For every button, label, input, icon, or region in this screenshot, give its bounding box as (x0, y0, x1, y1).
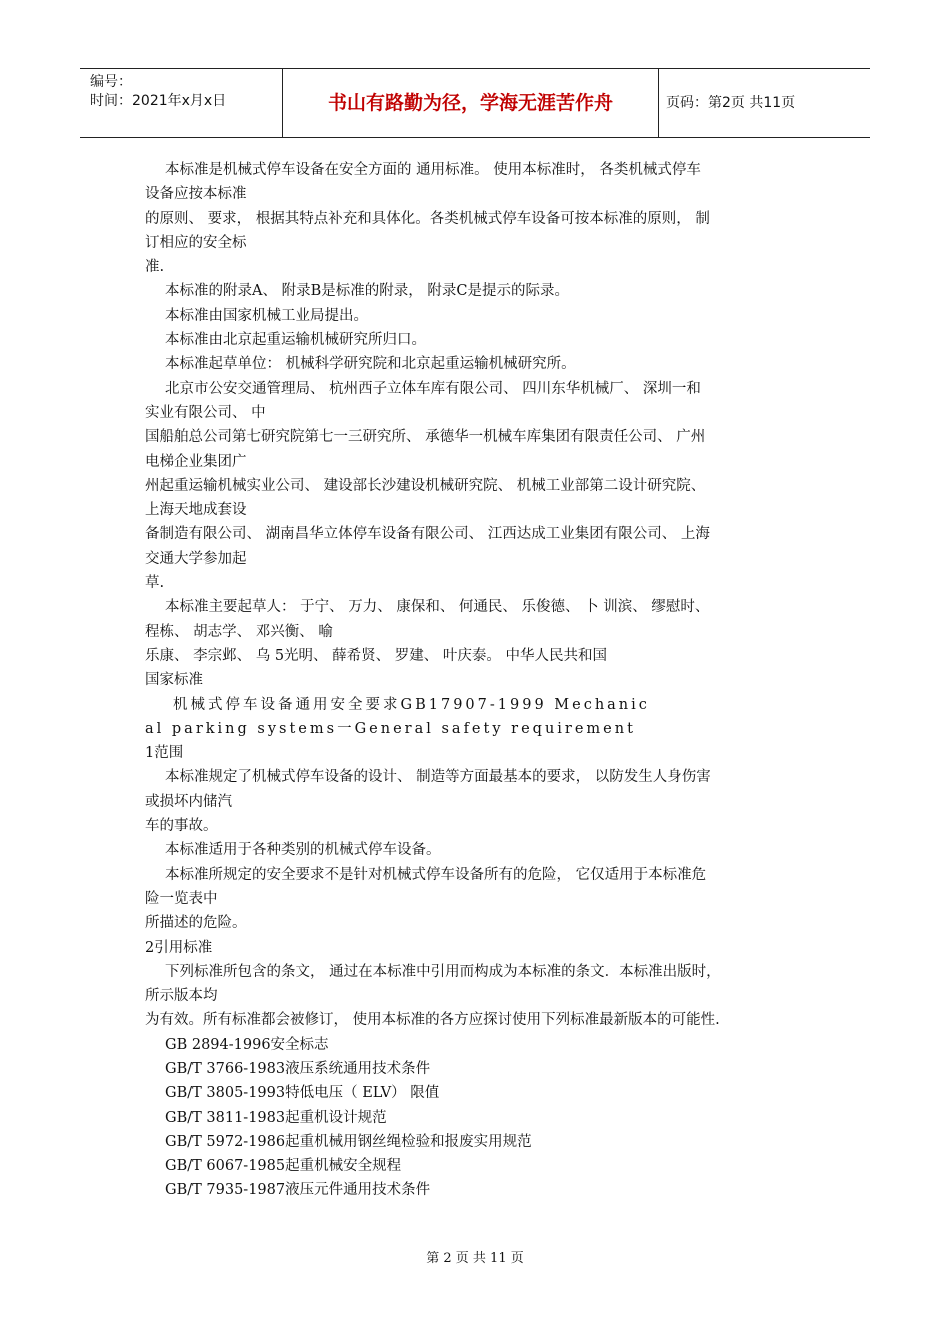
body-line: 本标准规定了机械式停车设备的设计、 制造等方面最基本的要求， 以防发生人身伤害 (165, 769, 711, 786)
body-line: 或损坏内储汽 (145, 793, 232, 810)
section-heading: 2引用标准 (145, 939, 213, 956)
body-line: 乐康、 李宗邺、 乌 5光明、 薛希贤、 罗建、 叶庆泰。 中华人民共和国 (145, 647, 607, 664)
body-line: 实业有限公司、 中 (145, 404, 266, 421)
body-line: 本标准适用于各种类别的机械式停车设备。 (165, 842, 441, 859)
reference-item: GB/T 6067-1985起重机械安全规程 (165, 1158, 402, 1175)
header-meta (80, 69, 283, 137)
header-motto: 书山有路勤为径，学海无涯苦作舟 (283, 69, 659, 137)
body-line: 下列标准所包含的条文， 通过在本标准中引用而构成为本标准的条文．本标准出版时， (165, 963, 721, 980)
body-line: 本标准的附录A、 附录B是标准的附录， 附录C是提示的际录。 (165, 283, 569, 300)
body-line: 为有效。所有标准都会被修订， 使用本标准的各方应探讨使用下列标准最新版本的可能性. (145, 1012, 720, 1029)
body-line: 本标准是机械式停车设备在安全方面的 通用标准。 使用本标准时， 各类机械式停车 (165, 162, 701, 178)
body-line: 所描述的危险。 (145, 915, 247, 932)
page-header (80, 68, 870, 138)
page-footer: 第 2 页 共 11 页 (426, 1251, 524, 1266)
body-line: 本标准由北京起重运输机械研究所归口。 (165, 332, 426, 349)
reference-item: GB 2894-1996安全标志 (165, 1036, 329, 1053)
body-line: 国家标准 (145, 672, 203, 689)
body-line: 车的事故。 (145, 818, 218, 835)
section-heading: 1范围 (145, 745, 184, 762)
document-number-label: 编号： (90, 74, 132, 90)
body-line: 险一览表中 (145, 890, 218, 907)
body-line: 草. (145, 575, 165, 592)
header-page-number: 页码：第2页 共11页 (666, 95, 796, 111)
body-line: 本标准所规定的安全要求不是针对机械式停车设备所有的危险， 它仅适用于本标准危 (165, 866, 707, 883)
body-line: 订相应的安全标 (145, 234, 247, 251)
body-line: 程栋、 胡志学、 邓兴衡、 喻 (145, 623, 333, 640)
body-line: 备制造有限公司、 湖南昌华立体停车设备有限公司、 江西达成工业集团有限公司、 上海 (145, 526, 710, 543)
body-line: 本标准主要起草人： 于宁、 万力、 康保和、 何通民、 乐俊德、 卜 训滨、 缪慰时、 (165, 599, 710, 616)
body-line: 北京市公安交通管理局、 杭州西子立体车库有限公司、 四川东华机械厂、 深圳一和 (165, 380, 701, 397)
body-line: 准. (145, 259, 165, 276)
document-body (145, 158, 815, 1203)
body-line: 的原则、 要求， 根据其特点补充和具体化。各类机械式停车设备可按本标准的原则， 制 (145, 210, 710, 227)
body-line: 本标准起草单位： 机械科学研究院和北京起重运输机械研究所。 (165, 356, 576, 373)
reference-item: GB/T 3766-1983液压系统通用技术条件 (165, 1060, 431, 1077)
standard-title-line: al parking systems一General safety requirement (145, 720, 636, 737)
body-line: 本标准由国家机械工业局提出。 (165, 307, 368, 324)
reference-item: GB/T 7935-1987液压元件通用技术条件 (165, 1182, 431, 1199)
body-line: 电梯企业集团广 (145, 453, 247, 470)
body-line: 交通大学参加起 (145, 550, 247, 567)
body-line: 州起重运输机械实业公司、 建设部长沙建设机械研究院、 机械工业部第二设计研究院、 (145, 477, 706, 494)
standard-title-line: 机械式停车设备通用安全要求GB17907-1999 Mechanic (173, 696, 650, 713)
body-line: 国船舶总公司第七研究院第七一三研究所、 承德华一机械车库集团有限责任公司、 广州 (145, 429, 706, 446)
reference-item: GB/T 3805-1993特低电压（ ELV） 限值 (165, 1085, 440, 1102)
reference-item: GB/T 3811-1983起重机设计规范 (165, 1109, 387, 1126)
reference-item: GB/T 5972-1986起重机械用钢丝绳检验和报废实用规范 (165, 1133, 532, 1150)
document-date-label: 时间：2021年x月x日 (90, 93, 227, 109)
body-line: 设备应按本标准 (145, 186, 247, 203)
body-line: 所示版本均 (145, 988, 218, 1005)
body-line: 上海天地成套设 (145, 502, 247, 519)
